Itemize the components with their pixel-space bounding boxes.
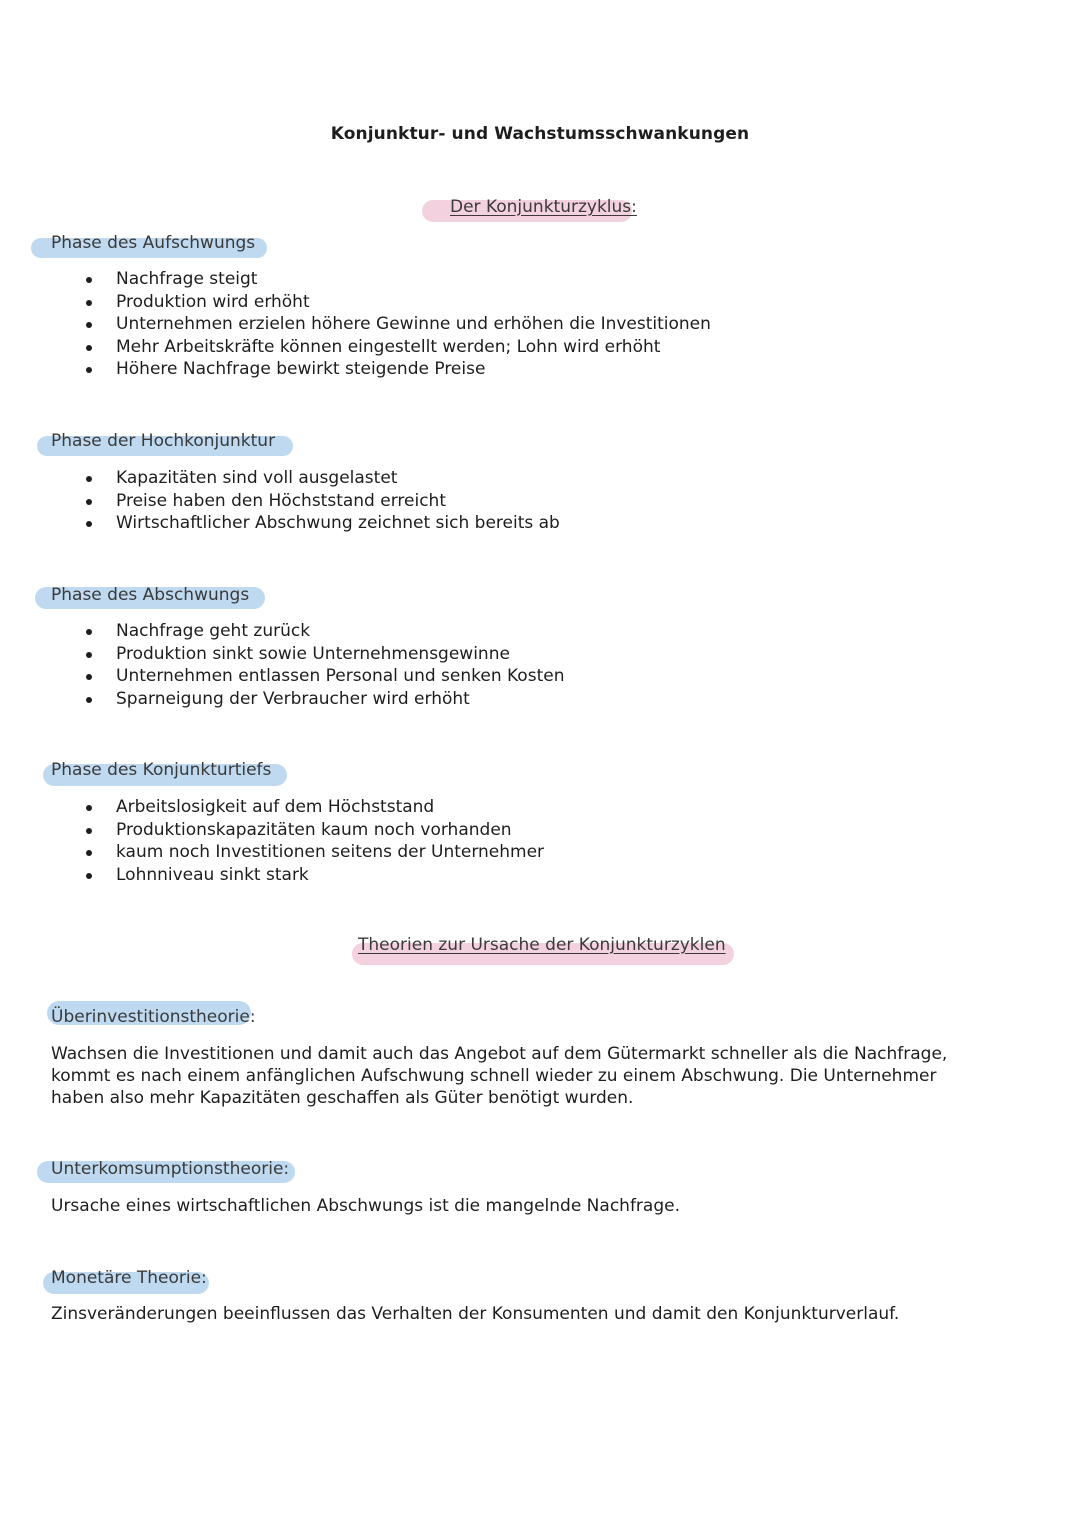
- phase-list-hochkonjunktur: [78, 467, 560, 535]
- theory-heading-text: Monetäre Theorie:: [51, 1268, 207, 1288]
- phase-heading-aufschwung: [51, 233, 255, 253]
- phase-heading-konjunkturtief: [51, 760, 271, 780]
- paragraph-line: Zinsveränderungen beeinflussen das Verhalten der Konsumenten und damit den Konjunkturverlauf.: [51, 1304, 900, 1324]
- list-item: Unternehmen entlassen Personal und senken Kosten: [78, 665, 564, 688]
- list-item: Produktion wird erhöht: [78, 291, 711, 314]
- list-item: Produktion sinkt sowie Unternehmensgewinne: [78, 643, 564, 666]
- phase-heading-hochkonjunktur: [51, 431, 275, 451]
- paragraph-line: Ursache eines wirtschaftlichen Abschwungs ist die mangelnde Nachfrage.: [51, 1196, 680, 1216]
- zyklus-heading: [450, 197, 637, 217]
- list-item: Unternehmen erzielen höhere Gewinne und erhöhen die Investitionen: [78, 313, 711, 336]
- theory-heading-unterkonsumption: [51, 1159, 289, 1179]
- phase-list-aufschwung: [78, 268, 711, 381]
- phase-heading-text: Phase des Konjunkturtiefs: [51, 760, 272, 780]
- list-item: Sparneigung der Verbraucher wird erhöht: [78, 688, 564, 711]
- list-item: Lohnniveau sinkt stark: [78, 864, 544, 887]
- theory-text-monetaer: [51, 1303, 1011, 1325]
- phase-list-konjunkturtief: [78, 796, 544, 886]
- theory-text-ueberinvestition: [51, 1043, 1011, 1109]
- list-item: Arbeitslosigkeit auf dem Höchststand: [78, 796, 544, 819]
- list-item: Preise haben den Höchststand erreicht: [78, 490, 560, 513]
- paragraph-line: kommt es nach einem anfänglichen Aufschwung schnell wieder zu einem Abschwung. Die Unternehmer: [51, 1066, 937, 1086]
- list-item: Höhere Nachfrage bewirkt steigende Preise: [78, 358, 711, 381]
- theorien-heading: [358, 935, 726, 955]
- list-item: Kapazitäten sind voll ausgelastet: [78, 467, 560, 490]
- theory-heading-monetaer: [51, 1268, 207, 1288]
- list-item: Wirtschaftlicher Abschwung zeichnet sich bereits ab: [78, 512, 560, 535]
- theory-heading-ueberinvestition: [51, 1007, 256, 1027]
- theorien-heading-text: Theorien zur Ursache der Konjunkturzyklen: [358, 935, 726, 955]
- phase-heading-text: Phase des Abschwungs: [51, 585, 250, 605]
- phase-heading-abschwung: [51, 585, 249, 605]
- page-title: Konjunktur- und Wachstumsschwankungen: [330, 124, 750, 144]
- phase-heading-text: Phase des Aufschwungs: [51, 233, 256, 253]
- paragraph-line: haben also mehr Kapazitäten geschaffen als Güter benötigt wurden.: [51, 1088, 634, 1108]
- paragraph-line: Wachsen die Investitionen und damit auch das Angebot auf dem Gütermarkt schneller als die Nachfrage,: [51, 1044, 948, 1064]
- phase-list-abschwung: [78, 620, 564, 710]
- phase-heading-text: Phase der Hochkonjunktur: [51, 431, 276, 451]
- theory-text-unterkonsumption: [51, 1195, 1011, 1217]
- list-item: Mehr Arbeitskräfte können eingestellt werden; Lohn wird erhöht: [78, 336, 711, 359]
- zyklus-heading-text: Der Konjunkturzyklus:: [450, 197, 637, 217]
- theory-heading-text: Überinvestitionstheorie:: [51, 1007, 256, 1027]
- theory-heading-text: Unterkomsumptionstheorie:: [51, 1159, 290, 1179]
- list-item: Nachfrage steigt: [78, 268, 711, 291]
- list-item: kaum noch Investitionen seitens der Unternehmer: [78, 841, 544, 864]
- list-item: Produktionskapazitäten kaum noch vorhanden: [78, 819, 544, 842]
- list-item: Nachfrage geht zurück: [78, 620, 564, 643]
